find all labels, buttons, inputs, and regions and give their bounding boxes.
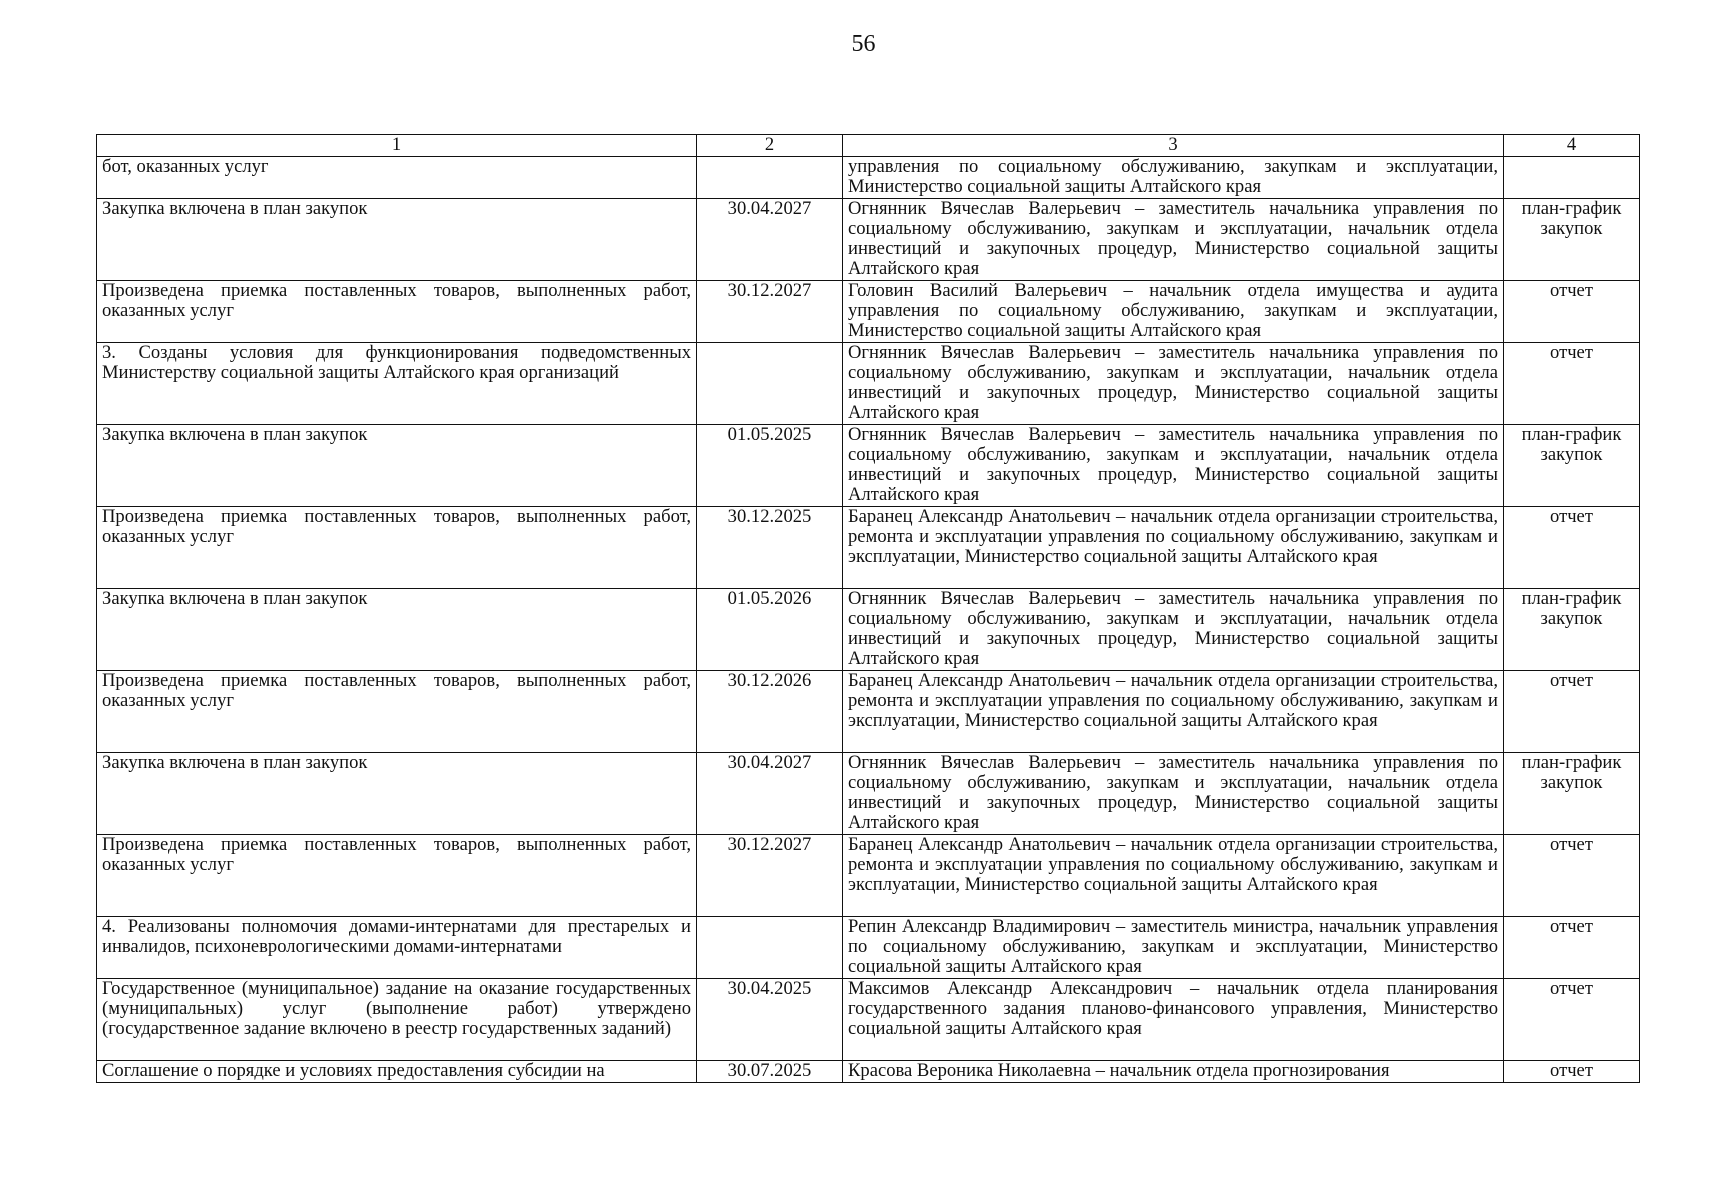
result-cell: Произведена приемка поставленных товаров, выполненных работ, оказанных услуг: [97, 835, 697, 917]
date-cell: [697, 157, 843, 199]
column-header-2: 2: [697, 135, 843, 157]
result-cell: Соглашение о порядке и условиях предоставления субсидии на: [97, 1061, 697, 1083]
document-type-cell: план-график закупок: [1504, 199, 1640, 281]
document-table: [96, 134, 1640, 1083]
responsible-cell: Репин Александр Владимирович – заместитель министра, начальник управления по социальному обслуживанию, закупкам и эксплуатации, Министерство социальной защиты Алтайского края: [843, 917, 1504, 979]
document-type-cell: отчет: [1504, 507, 1640, 589]
table-row: [97, 589, 1640, 671]
column-header-4: 4: [1504, 135, 1640, 157]
table-row: [97, 979, 1640, 1061]
responsible-cell: Огнянник Вячеслав Валерьевич – заместитель начальника управления по социальному обслуживанию, закупкам и эксплуатации, начальник отдела инвестиций и закупочных процедур, Министерство социальной защиты Алтайского края: [843, 753, 1504, 835]
responsible-cell: Огнянник Вячеслав Валерьевич – заместитель начальника управления по социальному обслуживанию, закупкам и эксплуатации, начальник отдела инвестиций и закупочных процедур, Министерство социальной защиты Алтайского края: [843, 425, 1504, 507]
date-cell: 30.04.2027: [697, 753, 843, 835]
table-row: [97, 753, 1640, 835]
responsible-cell: Баранец Александр Анатольевич – начальник отдела организации строительства, ремонта и эксплуатации управления по социальному обслуживанию, закупкам и эксплуатации, Министерство социальной защиты Алтайского края: [843, 507, 1504, 589]
table-row: [97, 671, 1640, 753]
responsible-cell: Баранец Александр Анатольевич – начальник отдела организации строительства, ремонта и эксплуатации управления по социальному обслуживанию, закупкам и эксплуатации, Министерство социальной защиты Алтайского края: [843, 835, 1504, 917]
responsible-cell: Красова Вероника Николаевна – начальник отдела прогнозирования: [843, 1061, 1504, 1083]
document-type-cell: отчет: [1504, 281, 1640, 343]
date-cell: 30.07.2025: [697, 1061, 843, 1083]
result-cell: Закупка включена в план закупок: [97, 199, 697, 281]
table-header-row: [97, 135, 1640, 157]
table-row: [97, 199, 1640, 281]
result-cell: Закупка включена в план закупок: [97, 425, 697, 507]
document-type-cell: план-график закупок: [1504, 753, 1640, 835]
table-row: [97, 917, 1640, 979]
table-row: [97, 425, 1640, 507]
date-cell: 01.05.2025: [697, 425, 843, 507]
date-cell: 30.12.2027: [697, 835, 843, 917]
date-cell: 01.05.2026: [697, 589, 843, 671]
table-row: [97, 507, 1640, 589]
date-cell: 30.12.2025: [697, 507, 843, 589]
document-type-cell: [1504, 157, 1640, 199]
responsible-cell: Огнянник Вячеслав Валерьевич – заместитель начальника управления по социальному обслуживанию, закупкам и эксплуатации, начальник отдела инвестиций и закупочных процедур, Министерство социальной защиты Алтайского края: [843, 343, 1504, 425]
date-cell: 30.12.2026: [697, 671, 843, 753]
responsible-cell: Максимов Александр Александрович – начальник отдела планирования государственного задания планово-финансового управления, Министерство социальной защиты Алтайского края: [843, 979, 1504, 1061]
document-type-cell: отчет: [1504, 979, 1640, 1061]
date-cell: [697, 917, 843, 979]
document-type-cell: отчет: [1504, 917, 1640, 979]
table-row: [97, 835, 1640, 917]
date-cell: 30.04.2025: [697, 979, 843, 1061]
date-cell: 30.12.2027: [697, 281, 843, 343]
responsible-cell: Огнянник Вячеслав Валерьевич – заместитель начальника управления по социальному обслуживанию, закупкам и эксплуатации, начальник отдела инвестиций и закупочных процедур, Министерство социальной защиты Алтайского края: [843, 589, 1504, 671]
column-header-1: 1: [97, 135, 697, 157]
document-type-cell: отчет: [1504, 343, 1640, 425]
responsible-cell: управления по социальному обслуживанию, закупкам и эксплуатации, Министерство социальной защиты Алтайского края: [843, 157, 1504, 199]
document-type-cell: план-график закупок: [1504, 425, 1640, 507]
document-type-cell: отчет: [1504, 835, 1640, 917]
table-row: [97, 281, 1640, 343]
result-cell: Произведена приемка поставленных товаров, выполненных работ, оказанных услуг: [97, 671, 697, 753]
result-cell: Закупка включена в план закупок: [97, 589, 697, 671]
document-type-cell: план-график закупок: [1504, 589, 1640, 671]
date-cell: 30.04.2027: [697, 199, 843, 281]
result-cell: Произведена приемка поставленных товаров, выполненных работ, оказанных услуг: [97, 507, 697, 589]
result-cell: 4. Реализованы полномочия домами-интернатами для престарелых и инвалидов, психоневрологическими домами-интернатами: [97, 917, 697, 979]
result-cell: бот, оказанных услуг: [97, 157, 697, 199]
document-type-cell: отчет: [1504, 671, 1640, 753]
result-cell: Закупка включена в план закупок: [97, 753, 697, 835]
date-cell: [697, 343, 843, 425]
column-header-3: 3: [843, 135, 1504, 157]
page-number: 56: [851, 31, 876, 57]
responsible-cell: Огнянник Вячеслав Валерьевич – заместитель начальника управления по социальному обслуживанию, закупкам и эксплуатации, начальник отдела инвестиций и закупочных процедур, Министерство социальной защиты Алтайского края: [843, 199, 1504, 281]
table-row: [97, 157, 1640, 199]
result-cell: Государственное (муниципальное) задание на оказание государственных (муниципальных) услуг (выполнение работ) утверждено (государственное задание включено в реестр государственных заданий): [97, 979, 697, 1061]
table-row: [97, 1061, 1640, 1083]
result-cell: Произведена приемка поставленных товаров, выполненных работ, оказанных услуг: [97, 281, 697, 343]
responsible-cell: Головин Василий Валерьевич – начальник отдела имущества и аудита управления по социальному обслуживанию, закупкам и эксплуатации, Министерство социальной защиты Алтайского края: [843, 281, 1504, 343]
result-cell: 3. Созданы условия для функционирования подведомственных Министерству социальной защиты Алтайского края организаций: [97, 343, 697, 425]
table-row: [97, 343, 1640, 425]
document-type-cell: отчет: [1504, 1061, 1640, 1083]
responsible-cell: Баранец Александр Анатольевич – начальник отдела организации строительства, ремонта и эксплуатации управления по социальному обслуживанию, закупкам и эксплуатации, Министерство социальной защиты Алтайского края: [843, 671, 1504, 753]
